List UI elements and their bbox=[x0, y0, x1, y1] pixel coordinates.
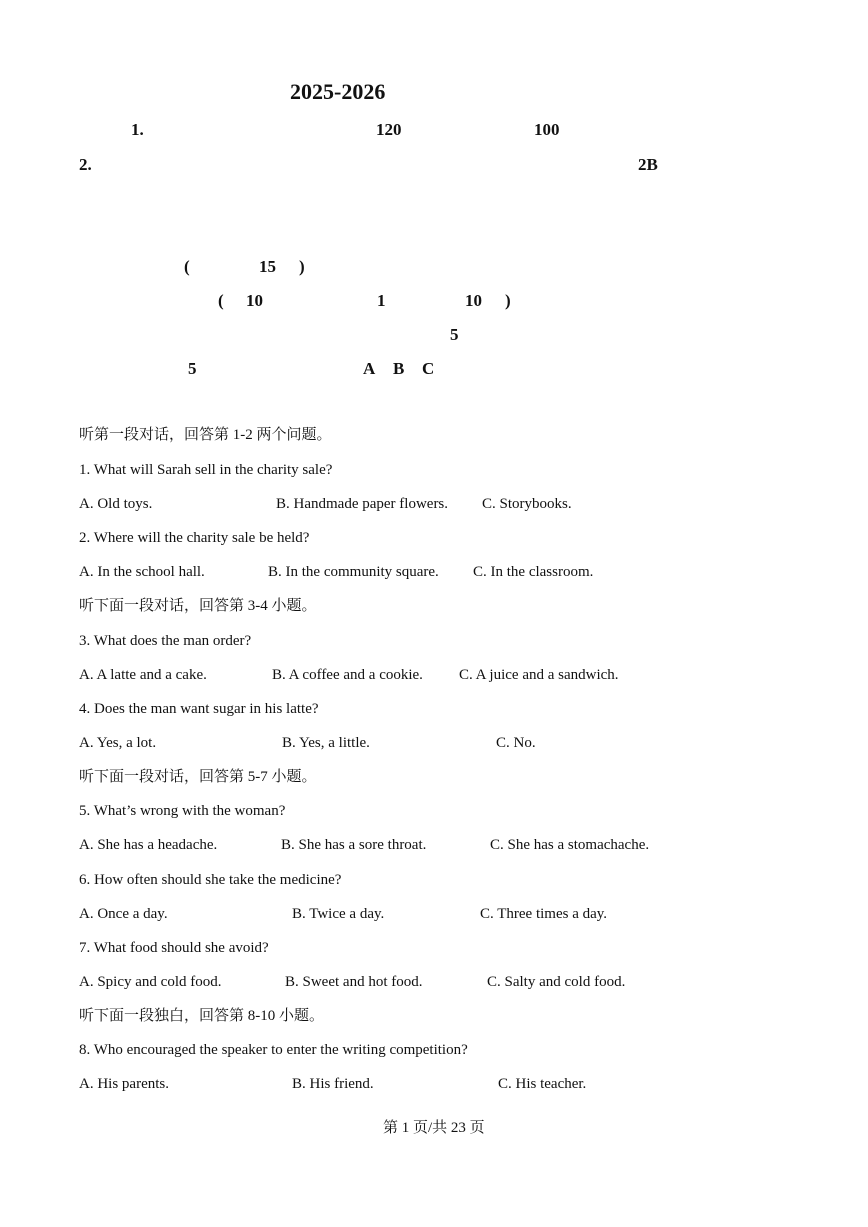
question-1: 1. What will Sarah sell in the charity sale? bbox=[79, 462, 333, 478]
note-2-number: 2. bbox=[79, 155, 92, 174]
question-2-option-a: A. In the school hall. bbox=[79, 564, 205, 580]
question-2-option-b: B. In the community square. bbox=[268, 564, 439, 580]
question-3-option-a: A. A latte and a cake. bbox=[79, 667, 207, 683]
question-5-option-b: B. She has a sore throat. bbox=[281, 837, 427, 853]
question-7: 7. What food should she avoid? bbox=[79, 940, 269, 956]
question-7-option-c: C. Salty and cold food. bbox=[487, 974, 626, 990]
page-number: 第 1 页/共 23 页 bbox=[383, 1120, 485, 1136]
question-3-option-b: B. A coffee and a cookie. bbox=[272, 667, 423, 683]
instructions-option-b: B bbox=[393, 359, 405, 378]
question-4-option-b: B. Yes, a little. bbox=[282, 735, 370, 751]
section-close-paren: ) bbox=[299, 257, 305, 276]
subsection-each: 1 bbox=[377, 291, 386, 310]
subsection-score: 10 bbox=[246, 291, 263, 310]
question-3-option-c: C. A juice and a sandwich. bbox=[459, 667, 619, 683]
question-7-option-a: A. Spicy and cold food. bbox=[79, 974, 222, 990]
question-6-option-c: C. Three times a day. bbox=[480, 906, 608, 922]
note-2-pencil: 2B bbox=[638, 155, 658, 174]
question-6-option-b: B. Twice a day. bbox=[292, 906, 385, 922]
subsection-close-paren: ) bbox=[505, 291, 511, 310]
dialogue-2-intro: 听下面一段对话，回答第 3-4 小题。 bbox=[79, 598, 317, 614]
note-1-number: 1. bbox=[131, 120, 144, 139]
question-3: 3. What does the man order? bbox=[79, 633, 252, 649]
question-4-option-c: C. No. bbox=[496, 735, 536, 751]
question-8: 8. Who encouraged the speaker to enter the writing competition? bbox=[79, 1042, 468, 1058]
instructions-seconds: 5 bbox=[450, 325, 459, 344]
question-5-option-c: C. She has a stomachache. bbox=[490, 837, 650, 853]
dialogue-3-intro: 听下面一段对话，回答第 5-7 小题。 bbox=[79, 769, 317, 785]
question-2: 2. Where will the charity sale be held? bbox=[79, 530, 310, 546]
page-title: 2025-2026 bbox=[290, 79, 386, 104]
instructions-option-a: A bbox=[363, 359, 376, 378]
question-8-option-a: A. His parents. bbox=[79, 1076, 169, 1092]
note-1-minutes: 120 bbox=[376, 120, 402, 139]
question-1-option-c: C. Storybooks. bbox=[482, 496, 572, 512]
question-8-option-b: B. His friend. bbox=[292, 1076, 374, 1092]
question-7-option-b: B. Sweet and hot food. bbox=[285, 974, 423, 990]
question-4: 4. Does the man want sugar in his latte? bbox=[79, 701, 319, 717]
question-8-option-c: C. His teacher. bbox=[498, 1076, 587, 1092]
subsection-open-paren: ( bbox=[218, 291, 224, 310]
instructions-option-c: C bbox=[422, 359, 435, 378]
note-1-score: 100 bbox=[534, 120, 560, 139]
monologue-intro: 听下面一段独白，回答第 8-10 小题。 bbox=[79, 1008, 324, 1024]
question-1-option-b: B. Handmade paper flowers. bbox=[276, 496, 449, 512]
question-2-option-c: C. In the classroom. bbox=[473, 564, 594, 580]
question-5-option-a: A. She has a headache. bbox=[79, 837, 218, 853]
section-score: 15 bbox=[259, 257, 276, 276]
question-4-option-a: A. Yes, a lot. bbox=[79, 735, 157, 751]
question-5: 5. What’s wrong with the woman? bbox=[79, 803, 286, 819]
section-open-paren: ( bbox=[184, 257, 190, 276]
question-1-option-a: A. Old toys. bbox=[79, 496, 153, 512]
question-6: 6. How often should she take the medicine? bbox=[79, 872, 342, 888]
question-6-option-a: A. Once a day. bbox=[79, 906, 168, 922]
dialogue-1-intro: 听第一段对话，回答第 1-2 两个问题。 bbox=[79, 427, 332, 443]
instructions-seconds-2: 5 bbox=[188, 359, 197, 378]
subsection-total: 10 bbox=[465, 291, 482, 310]
